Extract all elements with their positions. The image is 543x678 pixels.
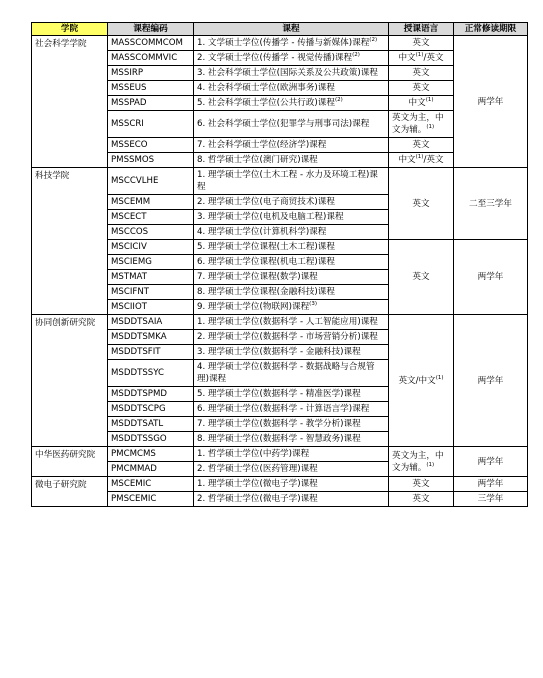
course-code: MSCCVLHE (108, 168, 194, 195)
program-table-container (31, 22, 527, 507)
course-name: 3. 理学硕士学位(电机及电脑工程)课程 (194, 210, 389, 225)
course-name: 4. 社会科学硕士学位(欧洲事务)课程 (194, 81, 389, 96)
table-row (32, 447, 528, 462)
course-code: MSCEMM (108, 195, 194, 210)
course-name: 8. 哲学硕士学位(澳门研究)课程 (194, 153, 389, 168)
course-code: MSCCOS (108, 225, 194, 240)
course-code: MSCIFNT (108, 285, 194, 300)
course-name: 6. 社会科学硕士学位(犯罪学与刑事司法)课程 (194, 111, 389, 138)
course-code: MASSCOMMCOM (108, 36, 194, 51)
school-cell: 中华医药研究院 (32, 447, 108, 477)
course-name: 9. 理学硕士学位(物联网)课程$^{(3)}$ (194, 300, 389, 315)
language-cell: 中文$^{(1)}$/英文 (389, 51, 454, 66)
language-cell: 英文 (389, 81, 454, 96)
course-code: MSSIRP (108, 66, 194, 81)
course-code: MSSPAD (108, 96, 194, 111)
header-code: 课程编码 (108, 23, 194, 36)
course-name: 6. 理学硕士学位(数据科学 - 计算语言学)课程 (194, 402, 389, 417)
course-name: 7. 理学硕士学位课程(数学)课程 (194, 270, 389, 285)
course-code: MSDDTSSYC (108, 360, 194, 387)
course-name: 2. 哲学硕士学位(微电子学)课程 (194, 492, 389, 507)
table-row (32, 168, 528, 195)
language-cell: 英文为主，中文为辅。$^{(1)}$ (389, 447, 454, 477)
course-name: 1. 理学硕士学位(微电子学)课程 (194, 477, 389, 492)
course-code: MSDDTSPMD (108, 387, 194, 402)
language-cell: 中文$^{(1)}$ (389, 96, 454, 111)
course-name: 1. 哲学硕士学位(中药学)课程 (194, 447, 389, 462)
language-cell: 英文为主，中文为辅。$^{(1)}$ (389, 111, 454, 138)
duration-cell: 两学年 (454, 240, 528, 315)
duration-cell: 两学年 (454, 36, 528, 168)
course-name: 7. 社会科学硕士学位(经济学)课程 (194, 138, 389, 153)
language-cell: 英文 (389, 240, 454, 315)
language-cell: 中文$^{(1)}$/英文 (389, 153, 454, 168)
table-row (32, 477, 528, 492)
duration-cell: 两学年 (454, 447, 528, 477)
header-language: 授课语言 (389, 23, 454, 36)
table-row (32, 315, 528, 330)
course-code: PMSCEMIC (108, 492, 194, 507)
course-name: 1. 理学硕士学位(数据科学 - 人工智能应用)课程 (194, 315, 389, 330)
language-cell: 英文 (389, 138, 454, 153)
table-header-row (32, 23, 528, 36)
language-cell: 英文 (389, 168, 454, 240)
course-name: 2. 哲学硕士学位(医药管理)课程 (194, 462, 389, 477)
course-name: 5. 社会科学硕士学位(公共行政)课程$^{(2)}$ (194, 96, 389, 111)
course-code: MSCIIOT (108, 300, 194, 315)
language-cell: 英文/中文$^{(1)}$ (389, 315, 454, 447)
school-cell: 社会科学学院 (32, 36, 108, 168)
course-name: 8. 理学硕士学位(数据科学 - 智慧政务)课程 (194, 432, 389, 447)
language-cell: 英文 (389, 477, 454, 492)
course-code: MSCICIV (108, 240, 194, 255)
course-name: 1. 理学硕士学位(土木工程 - 水力及环境工程)课程 (194, 168, 389, 195)
language-cell: 英文 (389, 492, 454, 507)
course-code: MSCEMIC (108, 477, 194, 492)
school-cell: 科技学院 (32, 168, 108, 315)
language-cell: 英文 (389, 36, 454, 51)
course-code: MSSECO (108, 138, 194, 153)
course-name: 2. 理学硕士学位(电子商贸技术)课程 (194, 195, 389, 210)
course-name: 6. 理学硕士学位课程(机电工程)课程 (194, 255, 389, 270)
course-name: 4. 理学硕士学位(数据科学 - 数据战略与合规管理)课程 (194, 360, 389, 387)
table-row (32, 36, 528, 51)
course-code: PMCMCMS (108, 447, 194, 462)
course-code: MSDDTSAIA (108, 315, 194, 330)
duration-cell: 三学年 (454, 492, 528, 507)
header-course: 课程 (194, 23, 389, 36)
course-name: 5. 理学硕士学位(数据科学 - 精准医学)课程 (194, 387, 389, 402)
course-code: MASSCOMMVIC (108, 51, 194, 66)
course-code: MSDDTSFIT (108, 345, 194, 360)
course-code: MSCIEMG (108, 255, 194, 270)
course-name: 3. 理学硕士学位(数据科学 - 金融科技)课程 (194, 345, 389, 360)
course-code: MSTMAT (108, 270, 194, 285)
school-cell: 协同创新研究院 (32, 315, 108, 447)
duration-cell: 两学年 (454, 477, 528, 492)
course-name: 3. 社会科学硕士学位(国际关系及公共政策)课程 (194, 66, 389, 81)
course-name: 2. 理学硕士学位(数据科学 - 市场营销分析)课程 (194, 330, 389, 345)
course-name: 4. 理学硕士学位(计算机科学)课程 (194, 225, 389, 240)
duration-cell: 二至三学年 (454, 168, 528, 240)
course-code: PMCMMAD (108, 462, 194, 477)
school-cell: 微电子研究院 (32, 477, 108, 507)
header-duration: 正常修读期限 (454, 23, 528, 36)
course-code: MSDDTSCPG (108, 402, 194, 417)
course-code: MSDDTSATL (108, 417, 194, 432)
course-name: 8. 理学硕士学位课程(金融科技)课程 (194, 285, 389, 300)
course-code: PMSSMOS (108, 153, 194, 168)
course-name: 7. 理学硕士学位(数据科学 - 教学分析)课程 (194, 417, 389, 432)
course-code: MSCECT (108, 210, 194, 225)
course-code: MSSCRI (108, 111, 194, 138)
course-code: MSSEUS (108, 81, 194, 96)
duration-cell: 两学年 (454, 315, 528, 447)
course-code: MSDDTSSGO (108, 432, 194, 447)
header-school: 学院 (32, 23, 108, 36)
course-name: 1. 文学硕士学位(传播学 - 传播与新媒体)课程$^{(2)}$ (194, 36, 389, 51)
program-table (31, 22, 528, 507)
course-code: MSDDTSMKA (108, 330, 194, 345)
course-name: 2. 文学硕士学位(传播学 - 视觉传播)课程$^{(2)}$ (194, 51, 389, 66)
language-cell: 英文 (389, 66, 454, 81)
course-name: 5. 理学硕士学位课程(土木工程)课程 (194, 240, 389, 255)
